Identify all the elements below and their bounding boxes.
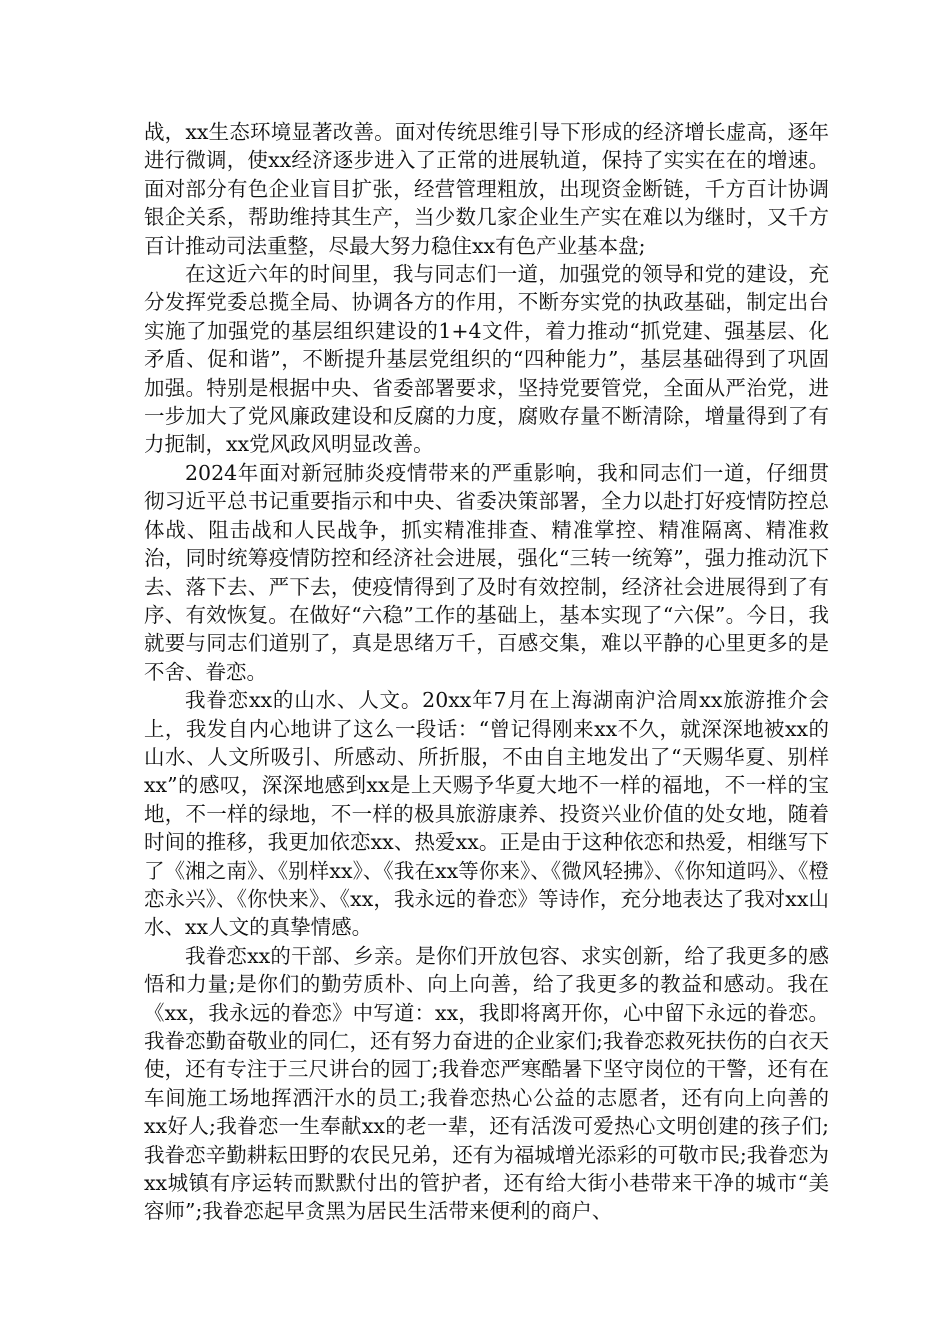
paragraph-2: 在这近六年的时间里，我与同志们一道，加强党的领导和党的建设，充分发挥党委总揽全局、协调各方的作用，不断夯实党的执政基础，制定出台实施了加强党的基层组织建设的1+4文件，着力推动“抓党建、强基层、化矛盾、促和谐”，不断提升基层党组织的“四种能力”，基层基础得到了巩固加强。特别是根据中央、省委部署要求，坚持党要管党，全面从严治党，进一步加大了党风廉政建设和反腐的力度，腐败存量不断清除，增量得到了有力扼制，xx党风政风明显改善。 (144, 262, 829, 457)
paragraph-4: 我眷恋xx的山水、人文。20xx年7月在上海湖南沪洽周xx旅游推介会上，我发自内心地讲了这么一段话：“曾记得刚来xx不久，就深深地被xx的山水、人文所吸引、所感动、所折服，不由自主地发出了“天赐华夏、别样xx”的感叹，深深地感到xx是上天赐予华夏大地不一样的福地，不一样的宝地，不一样的绿地，不一样的极具旅游康养、投资兴业价值的处女地，随着时间的推移，我更加依恋xx、热爱xx。正是由于这种依恋和热爱，相继写下了《湘之南》、《别样xx》、《我在xx等你来》、《微风轻拂》、《你知道吗》、《橙恋永兴》、《你快来》、《xx，我永远的眷恋》等诗作，充分地表达了我对xx山水、xx人文的真挚情感。 (144, 688, 829, 940)
document-body (144, 118, 829, 1226)
paragraph-3: 2024年面对新冠肺炎疫情带来的严重影响，我和同志们一道，仔细贯彻习近平总书记重要指示和中央、省委决策部署，全力以赴打好疫情防控总体战、阻击战和人民战争，抓实精准排查、精准掌控、精准隔离、精准救治，同时统筹疫情防控和经济社会进展，强化“三转一统筹”，强力推动沉下去、落下去、严下去，使疫情得到了及时有效控制，经济社会进展得到了有序、有效恢复。在做好“六稳”工作的基础上，基本实现了“六保”。今日，我就要与同志们道别了，真是思绪万千，百感交集，难以平静的心里更多的是不舍、眷恋。 (144, 460, 829, 684)
paragraph-5: 我眷恋xx的干部、乡亲。是你们开放包容、求实创新，给了我更多的感悟和力量;是你们的勤劳质朴、向上向善，给了我更多的教益和感动。我在《xx，我永远的眷恋》中写道：xx，我即将离开你，心中留下永远的眷恋。我眷恋勤奋敬业的同仁，还有努力奋进的企业家们;我眷恋救死扶伤的白衣天使，还有专注于三尺讲台的园丁;我眷恋严寒酷暑下坚守岗位的干警，还有在车间施工场地挥洒汗水的员工;我眷恋热心公益的志愿者，还有向上向善的xx好人;我眷恋一生奉献xx的老一辈，还有活泼可爱热心文明创建的孩子们;我眷恋辛勤耕耘田野的农民兄弟，还有为福城增光添彩的可敬市民;我眷恋为xx城镇有序运转而默默付出的管护者，还有给大街小巷带来干净的城市“美容师”;我眷恋起早贪黑为居民生活带来便利的商户、 (144, 943, 829, 1224)
paragraph-1: 战，xx生态环境显著改善。面对传统思维引导下形成的经济增长虚高，逐年进行微调，使xx经济逐步进入了正常的进展轨道，保持了实实在在的增速。面对部分有色企业盲目扩张，经营管理粗放，出现资金断链，千方百计协调银企关系，帮助维持其生产，当少数几家企业生产实在难以为继时，又千方百计推动司法重整，尽最大努力稳住xx有色产业基本盘; (144, 120, 829, 258)
